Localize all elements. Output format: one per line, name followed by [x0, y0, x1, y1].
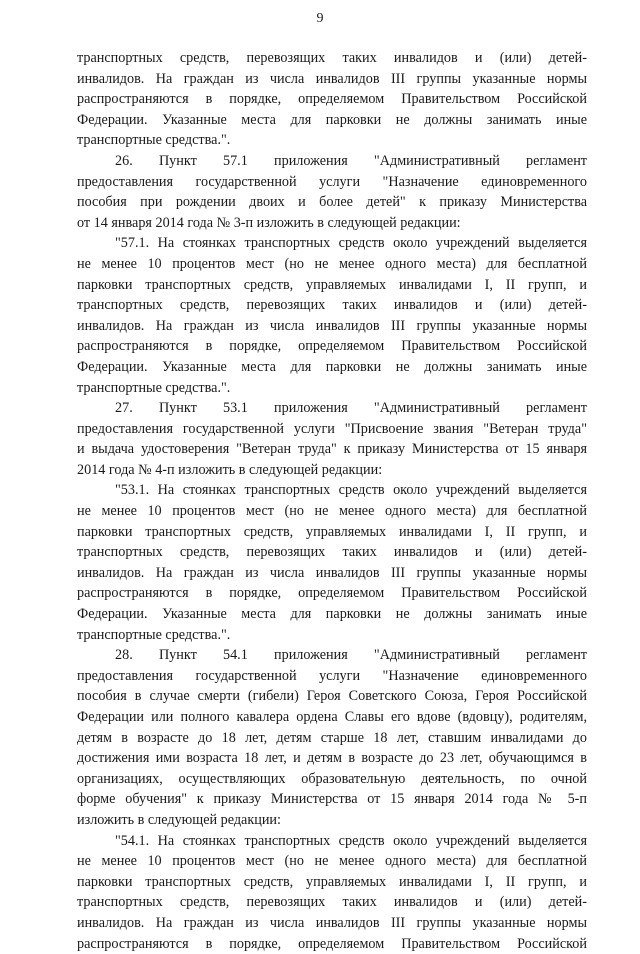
text-line: инвалидов. На граждан из числа инвалидов III группы указанные нормы: [77, 564, 587, 581]
text-line: 28. Пункт 54.1 приложения "Административный регламент: [115, 647, 587, 664]
text-line: транспортные средства.".: [77, 132, 231, 149]
text-line: Федерации. Указанные места для парковки не должны занимать иные: [77, 111, 587, 128]
text-line: 26. Пункт 57.1 приложения "Административный регламент: [115, 152, 587, 169]
text-line: парковки транспортных средств, управляемых инвалидами I, II групп, и: [77, 276, 587, 293]
text-line: не менее 10 процентов мест (но не менее одного места) для бесплатной: [77, 255, 587, 272]
text-line: 2014 года № 4-п изложить в следующей редакции:: [77, 461, 383, 478]
text-line: Федерации. Указанные места для парковки не должны занимать иные: [77, 358, 587, 375]
text-line: распространяются в порядке, определяемом Правительством Российской: [77, 91, 587, 108]
text-line: детям в возрасте до 18 лет, детям старше 18 лет, ставшим инвалидами до: [77, 729, 587, 746]
text-line: предоставления государственной услуги "Назначение единовременного: [77, 667, 587, 684]
text-line: транспортные средства.".: [77, 626, 231, 643]
text-line: парковки транспортных средств, управляемых инвалидами I, II групп, и: [77, 523, 587, 540]
page-number: 9: [316, 11, 324, 26]
text-line: распространяются в порядке, определяемом Правительством Российской: [77, 585, 587, 602]
text-line: организациях, осуществляющих образовательную деятельность, по очной: [77, 770, 587, 787]
text-line: не менее 10 процентов мест (но не менее одного места) для бесплатной: [77, 853, 587, 870]
text-line: транспортных средств, перевозящих таких инвалидов и (или) детей-: [77, 297, 587, 314]
text-line: достижения ими возраста 18 лет, и детям в возрасте до 23 лет, обучающимся в: [77, 750, 587, 767]
text-line: Федерации. Указанные места для парковки не должны занимать иные: [77, 606, 587, 623]
text-line: транспортные средства.".: [77, 379, 231, 396]
text-line: форме обучения" к приказу Министерства от 15 января 2014 года № 5-п: [77, 791, 587, 808]
text-line: Федерации или полного кавалера ордена Славы его вдове (вдовцу), родителям,: [77, 709, 587, 725]
text-line: изложить в следующей редакции:: [77, 811, 281, 828]
text-line: транспортных средств, перевозящих таких инвалидов и (или) детей-: [77, 894, 587, 911]
text-line: инвалидов. На граждан из числа инвалидов III группы указанные нормы: [77, 70, 587, 87]
text-line: от 14 января 2014 года № 3-п изложить в следующей редакции:: [77, 214, 461, 231]
text-line: "54.1. На стоянках транспортных средств около учреждений выделяется: [115, 832, 587, 849]
text-line: предоставления государственной услуги "Назначение единовременного: [77, 173, 587, 190]
text-line: распространяются в порядке, определяемом Правительством Российской: [77, 338, 587, 355]
text-line: транспортных средств, перевозящих таких инвалидов и (или) детей-: [77, 50, 587, 66]
document-body: [77, 48, 587, 954]
text-line: предоставления государственной услуги "Присвоение звания "Ветеран труда": [77, 420, 587, 437]
text-line: парковки транспортных средств, управляемых инвалидами I, II групп, и: [77, 873, 587, 890]
text-line: "53.1. На стоянках транспортных средств около учреждений выделяется: [115, 482, 587, 499]
text-line: транспортных средств, перевозящих таких инвалидов и (или) детей-: [77, 544, 587, 561]
text-line: и выдача удостоверения "Ветеран труда" к приказу Министерства от 15 января: [77, 441, 587, 458]
text-line: пособия при рождении двоих и более детей" к приказу Министерства: [77, 194, 587, 211]
text-line: "57.1. На стоянках транспортных средств около учреждений выделяется: [115, 235, 587, 252]
text-line: инвалидов. На граждан из числа инвалидов III группы указанные нормы: [77, 317, 587, 334]
text-line: инвалидов. На граждан из числа инвалидов III группы указанные нормы: [77, 914, 587, 931]
text-line: 27. Пункт 53.1 приложения "Административный регламент: [115, 400, 587, 417]
text-line: распространяются в порядке, определяемом Правительством Российской: [77, 935, 587, 952]
text-line: пособия в случае смерти (гибели) Героя Советского Союза, Героя Российской: [77, 688, 587, 705]
text-line: не менее 10 процентов мест (но не менее одного места) для бесплатной: [77, 503, 587, 520]
